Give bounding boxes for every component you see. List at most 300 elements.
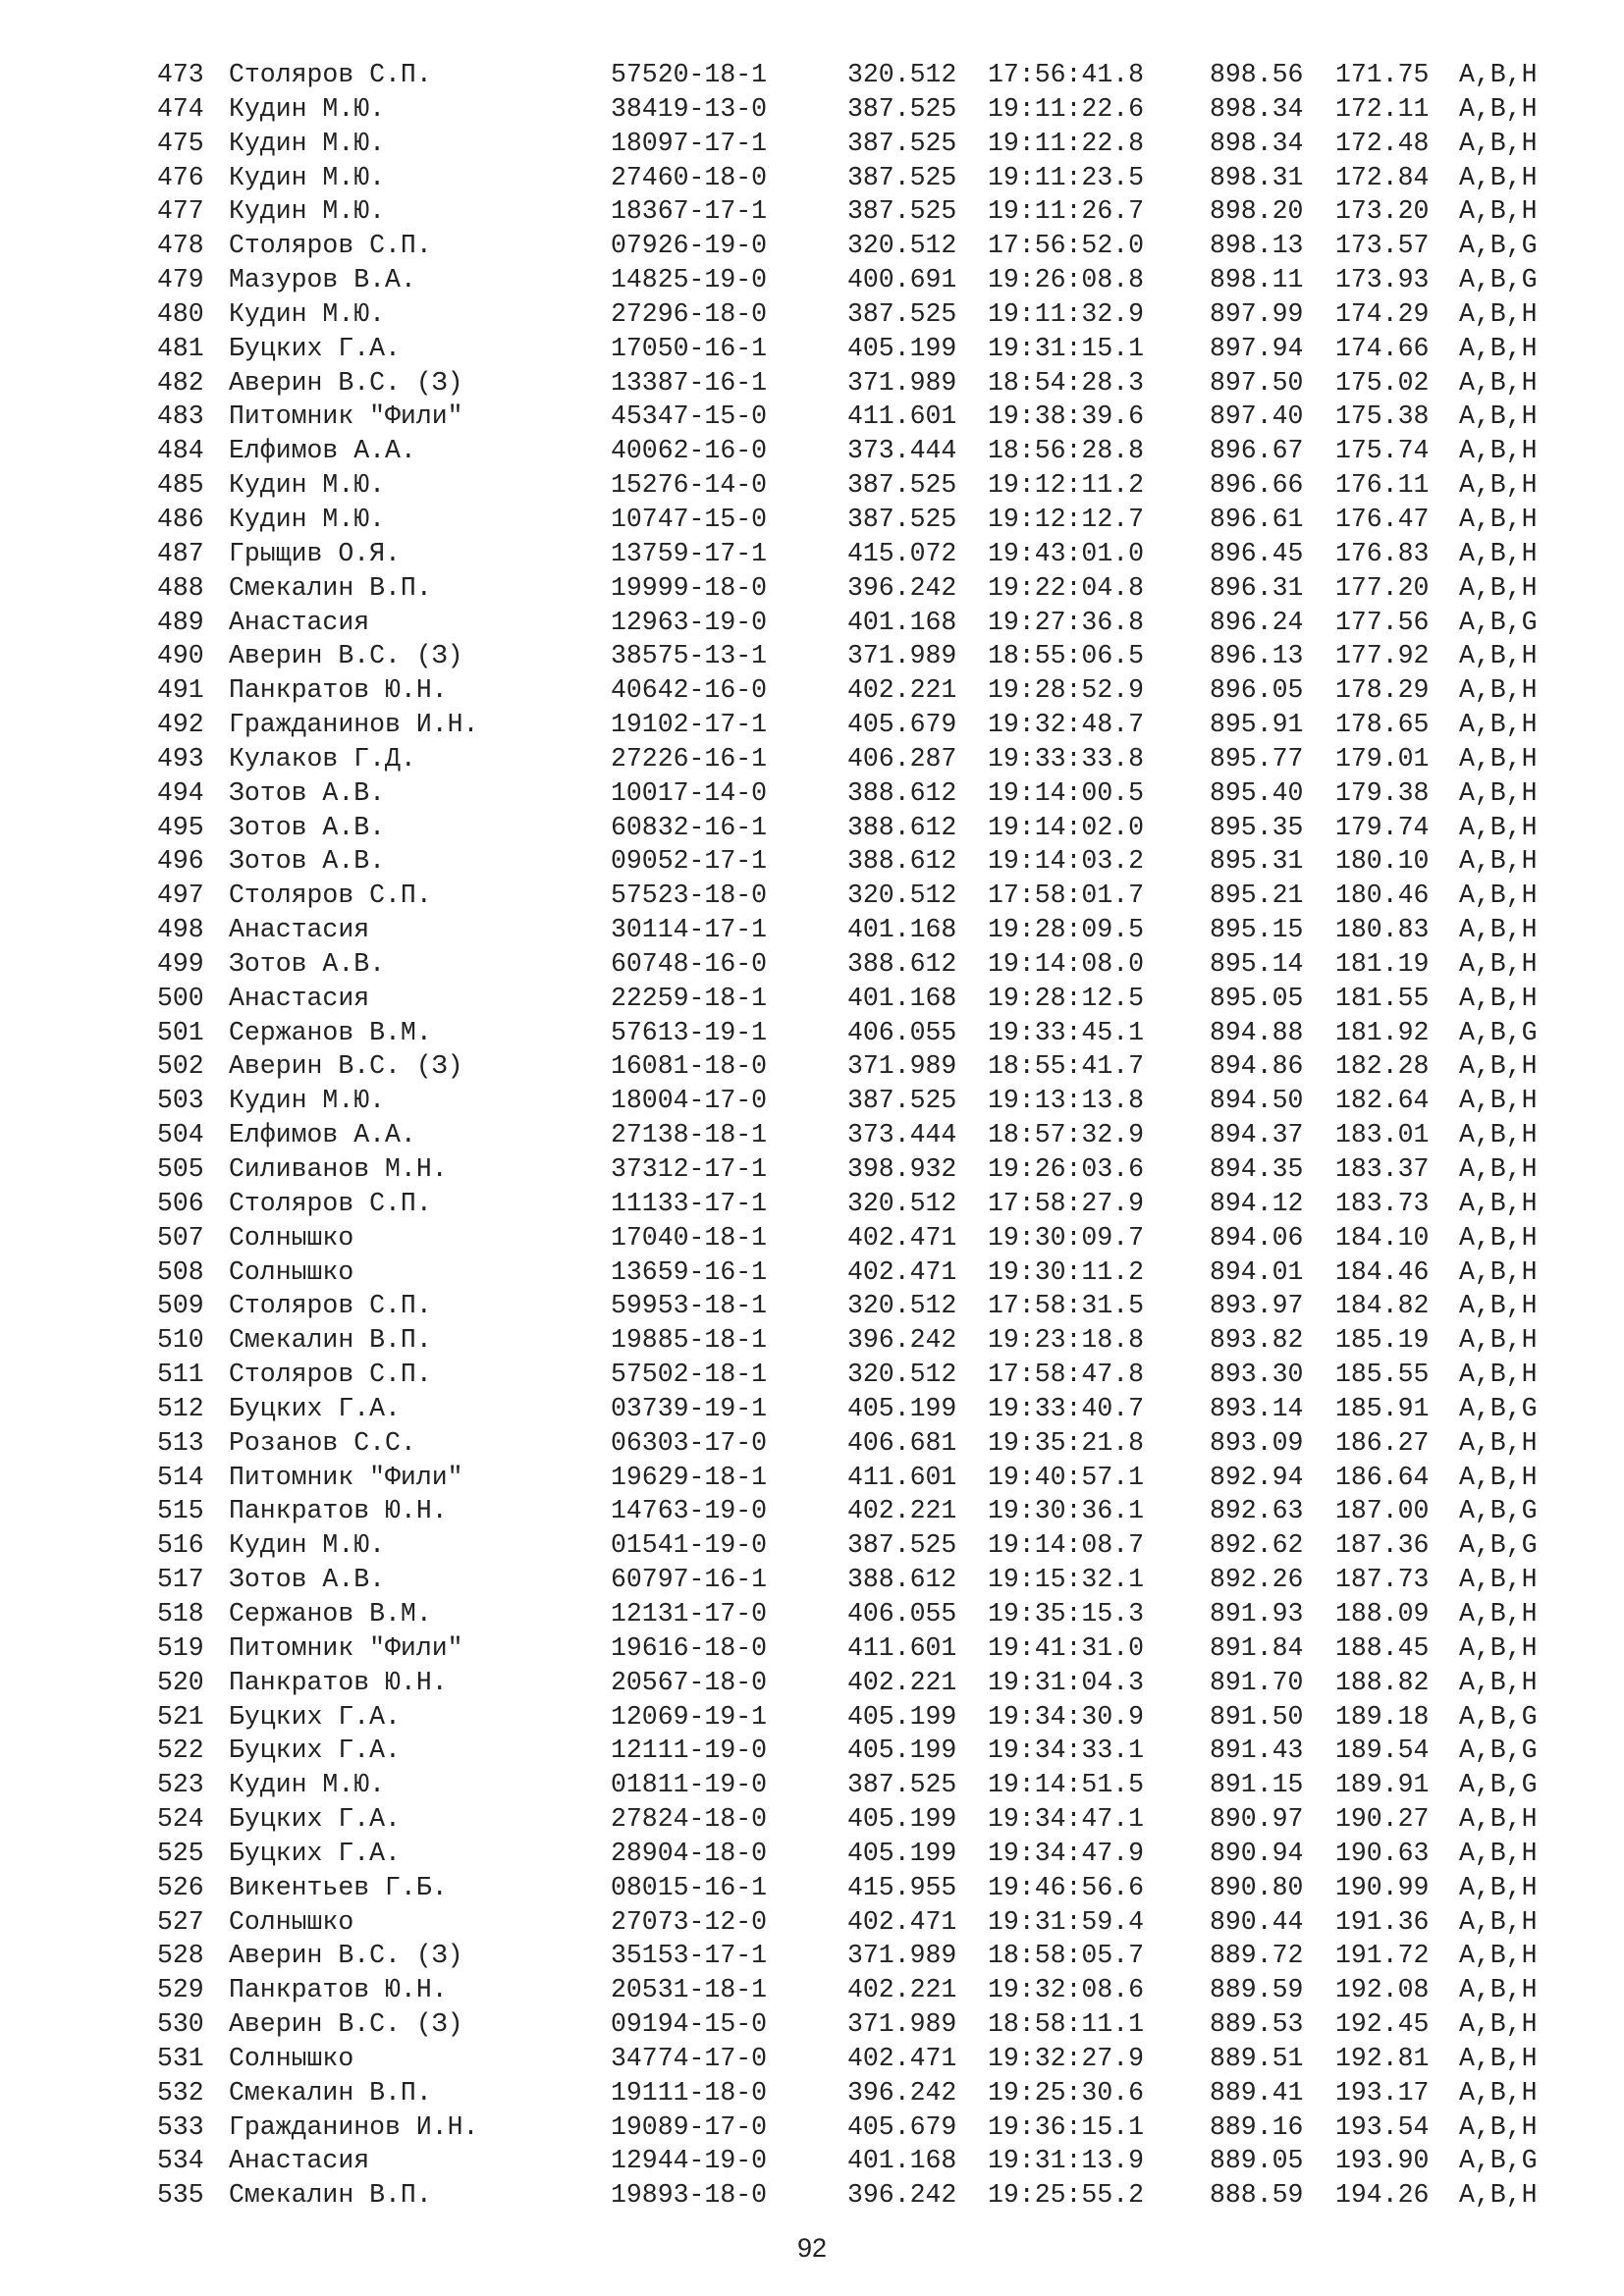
cell-name: Силиванов М.Н.: [229, 1154, 448, 1184]
cell-ring: 12944-19-0: [611, 2146, 768, 2176]
cell-dist: 415.072: [847, 538, 957, 568]
cell-speed: 894.06: [1210, 1222, 1304, 1253]
cell-speed: 894.86: [1210, 1051, 1304, 1082]
cell-num: 480: [157, 298, 204, 329]
cell-num: 493: [157, 743, 204, 774]
cell-num: 481: [157, 333, 204, 363]
cell-num: 532: [157, 2077, 204, 2108]
cell-time: 19:23:18.8: [988, 1325, 1145, 1356]
cell-speed: 894.01: [1210, 1256, 1304, 1287]
cell-coef: 193.54: [1335, 2111, 1430, 2142]
cell-name: Панкратов Ю.Н.: [229, 1975, 448, 2005]
cell-speed: 891.43: [1210, 1735, 1304, 1766]
cell-speed: 889.72: [1210, 1941, 1304, 1971]
cell-ring: 09194-15-0: [611, 2009, 768, 2040]
cell-ring: 13659-16-1: [611, 1256, 768, 1287]
cell-ring: 12131-17-0: [611, 1598, 768, 1629]
cell-dist: 401.168: [847, 915, 957, 945]
cell-dist: 371.989: [847, 641, 957, 671]
cell-speed: 898.34: [1210, 93, 1304, 124]
cell-ring: 19102-17-1: [611, 710, 768, 740]
cell-name: Аверин В.С. (З): [229, 1051, 463, 1082]
cell-speed: 895.05: [1210, 983, 1304, 1013]
cell-ring: 18004-17-0: [611, 1086, 768, 1116]
cell-flags: A,B,H: [1459, 196, 1538, 227]
cell-ring: 38575-13-1: [611, 641, 768, 671]
cell-name: Кудин М.Ю.: [229, 128, 386, 158]
cell-flags: A,B,H: [1459, 948, 1538, 979]
cell-ring: 17050-16-1: [611, 333, 768, 363]
cell-name: Кудин М.Ю.: [229, 1770, 386, 1800]
cell-name: Буцких Г.А.: [229, 1393, 401, 1423]
cell-coef: 182.64: [1335, 1086, 1430, 1116]
cell-speed: 891.15: [1210, 1770, 1304, 1800]
cell-num: 473: [157, 60, 204, 89]
cell-coef: 192.45: [1335, 2009, 1430, 2040]
cell-coef: 173.57: [1335, 231, 1430, 261]
cell-num: 522: [157, 1735, 204, 1766]
cell-ring: 27138-18-1: [611, 1120, 768, 1150]
cell-ring: 12963-19-0: [611, 607, 768, 637]
cell-flags: A,B,H: [1459, 401, 1538, 432]
cell-name: Столяров С.П.: [229, 1360, 432, 1390]
cell-speed: 891.50: [1210, 1701, 1304, 1732]
cell-ring: 19616-18-0: [611, 1632, 768, 1663]
cell-dist: 388.612: [847, 846, 957, 877]
cell-flags: A,B,H: [1459, 2009, 1538, 2040]
cell-speed: 889.05: [1210, 2146, 1304, 2176]
cell-coef: 172.84: [1335, 162, 1430, 192]
cell-speed: 895.35: [1210, 812, 1304, 842]
cell-ring: 09052-17-1: [611, 846, 768, 877]
cell-coef: 176.47: [1335, 504, 1430, 534]
cell-coef: 179.38: [1335, 777, 1430, 808]
cell-ring: 07926-19-0: [611, 231, 768, 261]
cell-ring: 40062-16-0: [611, 436, 768, 466]
cell-ring: 20531-18-1: [611, 1975, 768, 2005]
cell-name: Кудин М.Ю.: [229, 93, 386, 124]
cell-ring: 57523-18-0: [611, 881, 768, 911]
cell-speed: 891.70: [1210, 1667, 1304, 1697]
cell-ring: 37312-17-1: [611, 1154, 768, 1184]
cell-name: Питомник "Фили": [229, 401, 463, 432]
cell-flags: A,B,H: [1459, 881, 1538, 911]
cell-speed: 896.13: [1210, 641, 1304, 671]
cell-coef: 190.63: [1335, 1838, 1430, 1868]
cell-num: 510: [157, 1325, 204, 1356]
cell-flags: A,B,H: [1459, 777, 1538, 808]
cell-ring: 12111-19-0: [611, 1735, 768, 1766]
cell-flags: A,B,H: [1459, 572, 1538, 603]
cell-time: 19:12:12.7: [988, 504, 1145, 534]
cell-flags: A,B,G: [1459, 231, 1538, 261]
cell-dist: 405.199: [847, 1735, 957, 1766]
cell-num: 475: [157, 128, 204, 158]
cell-flags: A,B,H: [1459, 641, 1538, 671]
cell-speed: 892.62: [1210, 1530, 1304, 1561]
cell-time: 19:30:36.1: [988, 1496, 1145, 1526]
cell-time: 19:34:30.9: [988, 1701, 1145, 1732]
cell-time: 19:14:03.2: [988, 846, 1145, 877]
cell-flags: A,B,G: [1459, 1393, 1538, 1423]
cell-flags: A,B,H: [1459, 436, 1538, 466]
cell-name: Панкратов Ю.Н.: [229, 1667, 448, 1697]
cell-flags: A,B,H: [1459, 2043, 1538, 2073]
cell-num: 498: [157, 915, 204, 945]
cell-time: 19:31:59.4: [988, 1906, 1145, 1937]
cell-dist: 402.471: [847, 1222, 957, 1253]
cell-speed: 888.59: [1210, 2180, 1304, 2211]
cell-dist: 387.525: [847, 1770, 957, 1800]
cell-dist: 402.221: [847, 1667, 957, 1697]
cell-num: 504: [157, 1120, 204, 1150]
cell-flags: A,B,G: [1459, 1496, 1538, 1526]
cell-coef: 175.02: [1335, 367, 1430, 398]
cell-num: 484: [157, 436, 204, 466]
cell-coef: 189.54: [1335, 1735, 1430, 1766]
cell-dist: 373.444: [847, 436, 957, 466]
cell-name: Солнышко: [229, 2043, 354, 2073]
cell-speed: 889.53: [1210, 2009, 1304, 2040]
cell-num: 507: [157, 1222, 204, 1253]
cell-time: 18:54:28.3: [988, 367, 1145, 398]
cell-speed: 898.11: [1210, 265, 1304, 295]
cell-ring: 60832-16-1: [611, 812, 768, 842]
cell-coef: 176.11: [1335, 470, 1430, 501]
cell-dist: 406.055: [847, 1598, 957, 1629]
cell-coef: 182.28: [1335, 1051, 1430, 1082]
cell-speed: 891.93: [1210, 1598, 1304, 1629]
cell-flags: A,B,G: [1459, 1735, 1538, 1766]
cell-time: 19:11:32.9: [988, 298, 1145, 329]
cell-speed: 894.35: [1210, 1154, 1304, 1184]
cell-flags: A,B,G: [1459, 607, 1538, 637]
cell-num: 513: [157, 1427, 204, 1458]
cell-name: Анастасия: [229, 983, 370, 1013]
cell-speed: 898.13: [1210, 231, 1304, 261]
cell-dist: 387.525: [847, 298, 957, 329]
cell-name: Столяров С.П.: [229, 1291, 432, 1321]
cell-name: Буцких Г.А.: [229, 1804, 401, 1835]
cell-flags: A,B,H: [1459, 812, 1538, 842]
cell-num: 514: [157, 1462, 204, 1492]
cell-dist: 396.242: [847, 2077, 957, 2108]
cell-name: Зотов А.В.: [229, 777, 386, 808]
cell-flags: A,B,H: [1459, 1325, 1538, 1356]
cell-flags: A,B,G: [1459, 1530, 1538, 1561]
cell-coef: 183.73: [1335, 1188, 1430, 1218]
cell-flags: A,B,H: [1459, 2077, 1538, 2108]
cell-name: Смекалин В.П.: [229, 2180, 432, 2211]
cell-name: Сержанов В.М.: [229, 1598, 432, 1629]
cell-name: Питомник "Фили": [229, 1632, 463, 1663]
cell-time: 19:14:08.7: [988, 1530, 1145, 1561]
cell-coef: 180.10: [1335, 846, 1430, 877]
cell-speed: 894.88: [1210, 1017, 1304, 1047]
cell-flags: A,B,H: [1459, 1462, 1538, 1492]
cell-speed: 895.40: [1210, 777, 1304, 808]
cell-coef: 179.01: [1335, 743, 1430, 774]
cell-coef: 190.27: [1335, 1804, 1430, 1835]
cell-dist: 320.512: [847, 1188, 957, 1218]
cell-flags: A,B,H: [1459, 983, 1538, 1013]
cell-speed: 893.14: [1210, 1393, 1304, 1423]
cell-ring: 57502-18-1: [611, 1360, 768, 1390]
cell-num: 486: [157, 504, 204, 534]
cell-time: 19:30:09.7: [988, 1222, 1145, 1253]
cell-coef: 184.46: [1335, 1256, 1430, 1287]
cell-num: 502: [157, 1051, 204, 1082]
cell-name: Викентьев Г.Б.: [229, 1872, 448, 1902]
cell-dist: 387.525: [847, 196, 957, 227]
cell-num: 512: [157, 1393, 204, 1423]
cell-speed: 896.66: [1210, 470, 1304, 501]
cell-coef: 177.20: [1335, 572, 1430, 603]
cell-time: 19:25:55.2: [988, 2180, 1145, 2211]
cell-num: 533: [157, 2111, 204, 2142]
cell-ring: 17040-18-1: [611, 1222, 768, 1253]
cell-ring: 27226-16-1: [611, 743, 768, 774]
cell-num: 500: [157, 983, 204, 1013]
cell-name: Аверин В.С. (З): [229, 641, 463, 671]
cell-dist: 373.444: [847, 1120, 957, 1150]
cell-name: Аверин В.С. (З): [229, 1941, 463, 1971]
cell-num: 528: [157, 1941, 204, 1971]
cell-num: 527: [157, 1906, 204, 1937]
cell-coef: 191.36: [1335, 1906, 1430, 1937]
cell-ring: 19893-18-0: [611, 2180, 768, 2211]
cell-num: 492: [157, 710, 204, 740]
cell-time: 18:58:05.7: [988, 1941, 1145, 1971]
cell-ring: 13387-16-1: [611, 367, 768, 398]
cell-ring: 19629-18-1: [611, 1462, 768, 1492]
cell-dist: 402.471: [847, 1256, 957, 1287]
cell-speed: 895.77: [1210, 743, 1304, 774]
cell-coef: 174.66: [1335, 333, 1430, 363]
cell-num: 525: [157, 1838, 204, 1868]
cell-dist: 400.691: [847, 265, 957, 295]
cell-speed: 890.94: [1210, 1838, 1304, 1868]
cell-time: 17:56:52.0: [988, 231, 1145, 261]
cell-ring: 01811-19-0: [611, 1770, 768, 1800]
cell-num: 518: [157, 1598, 204, 1629]
cell-speed: 898.31: [1210, 162, 1304, 192]
cell-time: 19:46:56.6: [988, 1872, 1145, 1902]
cell-dist: 405.199: [847, 1701, 957, 1732]
cell-time: 19:35:21.8: [988, 1427, 1145, 1458]
cell-flags: A,B,G: [1459, 1017, 1538, 1047]
cell-num: 529: [157, 1975, 204, 2005]
cell-coef: 181.19: [1335, 948, 1430, 979]
cell-time: 19:32:08.6: [988, 1975, 1145, 2005]
cell-dist: 396.242: [847, 2180, 957, 2211]
cell-dist: 371.989: [847, 1941, 957, 1971]
cell-ring: 57613-19-1: [611, 1017, 768, 1047]
cell-time: 19:12:11.2: [988, 470, 1145, 501]
cell-flags: A,B,H: [1459, 93, 1538, 124]
cell-num: 509: [157, 1291, 204, 1321]
cell-ring: 34774-17-0: [611, 2043, 768, 2073]
cell-dist: 320.512: [847, 1360, 957, 1390]
cell-time: 19:22:04.8: [988, 572, 1145, 603]
cell-speed: 896.67: [1210, 436, 1304, 466]
cell-num: 535: [157, 2180, 204, 2211]
cell-dist: 387.525: [847, 504, 957, 534]
cell-ring: 18367-17-1: [611, 196, 768, 227]
cell-speed: 897.99: [1210, 298, 1304, 329]
cell-ring: 27460-18-0: [611, 162, 768, 192]
cell-speed: 889.59: [1210, 1975, 1304, 2005]
cell-num: 534: [157, 2146, 204, 2176]
cell-coef: 177.92: [1335, 641, 1430, 671]
cell-name: Кудин М.Ю.: [229, 196, 386, 227]
cell-speed: 894.37: [1210, 1120, 1304, 1150]
cell-ring: 11133-17-1: [611, 1188, 768, 1218]
cell-ring: 60797-16-1: [611, 1565, 768, 1595]
cell-num: 521: [157, 1701, 204, 1732]
cell-name: Кулаков Г.Д.: [229, 743, 416, 774]
cell-flags: A,B,H: [1459, 1906, 1538, 1937]
cell-coef: 188.82: [1335, 1667, 1430, 1697]
cell-dist: 371.989: [847, 367, 957, 398]
cell-name: Гражданинов И.Н.: [229, 2111, 479, 2142]
cell-ring: 27073-12-0: [611, 1906, 768, 1937]
cell-coef: 177.56: [1335, 607, 1430, 637]
cell-coef: 184.10: [1335, 1222, 1430, 1253]
cell-num: 491: [157, 675, 204, 706]
cell-num: 526: [157, 1872, 204, 1902]
cell-time: 19:14:00.5: [988, 777, 1145, 808]
cell-ring: 60748-16-0: [611, 948, 768, 979]
cell-num: 488: [157, 572, 204, 603]
cell-name: Анастасия: [229, 607, 370, 637]
cell-time: 19:31:15.1: [988, 333, 1145, 363]
cell-dist: 387.525: [847, 162, 957, 192]
cell-speed: 892.63: [1210, 1496, 1304, 1526]
cell-coef: 188.45: [1335, 1632, 1430, 1663]
cell-flags: A,B,H: [1459, 538, 1538, 568]
cell-flags: A,B,H: [1459, 1804, 1538, 1835]
cell-time: 19:11:26.7: [988, 196, 1145, 227]
cell-flags: A,B,G: [1459, 265, 1538, 295]
cell-num: 515: [157, 1496, 204, 1526]
cell-speed: 893.97: [1210, 1291, 1304, 1321]
cell-coef: 189.91: [1335, 1770, 1430, 1800]
cell-name: Сержанов В.М.: [229, 1017, 432, 1047]
cell-speed: 895.14: [1210, 948, 1304, 979]
cell-flags: A,B,G: [1459, 2146, 1538, 2176]
cell-ring: 19999-18-0: [611, 572, 768, 603]
cell-coef: 172.48: [1335, 128, 1430, 158]
cell-flags: A,B,H: [1459, 1427, 1538, 1458]
cell-dist: 401.168: [847, 983, 957, 1013]
cell-time: 19:33:45.1: [988, 1017, 1145, 1047]
cell-coef: 185.91: [1335, 1393, 1430, 1423]
cell-dist: 405.199: [847, 1393, 957, 1423]
cell-dist: 387.525: [847, 470, 957, 501]
cell-coef: 178.29: [1335, 675, 1430, 706]
cell-flags: A,B,H: [1459, 367, 1538, 398]
cell-coef: 193.17: [1335, 2077, 1430, 2108]
cell-ring: 16081-18-0: [611, 1051, 768, 1082]
cell-num: 503: [157, 1086, 204, 1116]
cell-dist: 402.221: [847, 675, 957, 706]
cell-name: Анастасия: [229, 915, 370, 945]
cell-name: Солнышко: [229, 1906, 354, 1937]
cell-time: 19:28:09.5: [988, 915, 1145, 945]
cell-num: 499: [157, 948, 204, 979]
cell-ring: 12069-19-1: [611, 1701, 768, 1732]
cell-coef: 180.46: [1335, 881, 1430, 911]
cell-ring: 59953-18-1: [611, 1291, 768, 1321]
cell-ring: 15276-14-0: [611, 470, 768, 501]
cell-name: Столяров С.П.: [229, 231, 432, 261]
cell-name: Зотов А.В.: [229, 948, 386, 979]
cell-ring: 01541-19-0: [611, 1530, 768, 1561]
cell-speed: 890.44: [1210, 1906, 1304, 1937]
cell-time: 19:34:47.9: [988, 1838, 1145, 1868]
cell-dist: 401.168: [847, 607, 957, 637]
cell-num: 487: [157, 538, 204, 568]
cell-coef: 176.83: [1335, 538, 1430, 568]
cell-coef: 187.36: [1335, 1530, 1430, 1561]
cell-coef: 192.81: [1335, 2043, 1430, 2073]
cell-time: 19:11:23.5: [988, 162, 1145, 192]
cell-flags: A,B,H: [1459, 298, 1538, 329]
cell-time: 19:11:22.8: [988, 128, 1145, 158]
cell-coef: 185.19: [1335, 1325, 1430, 1356]
cell-name: Кудин М.Ю.: [229, 504, 386, 534]
cell-flags: A,B,H: [1459, 333, 1538, 363]
cell-dist: 406.681: [847, 1427, 957, 1458]
cell-time: 19:27:36.8: [988, 607, 1145, 637]
cell-ring: 03739-19-1: [611, 1393, 768, 1423]
cell-name: Кудин М.Ю.: [229, 1530, 386, 1561]
cell-speed: 892.26: [1210, 1565, 1304, 1595]
cell-time: 19:15:32.1: [988, 1565, 1145, 1595]
cell-time: 19:34:33.1: [988, 1735, 1145, 1766]
cell-name: Буцких Г.А.: [229, 333, 401, 363]
cell-ring: 18097-17-1: [611, 128, 768, 158]
cell-speed: 895.15: [1210, 915, 1304, 945]
cell-num: 496: [157, 846, 204, 877]
cell-time: 19:32:48.7: [988, 710, 1145, 740]
cell-num: 485: [157, 470, 204, 501]
cell-speed: 896.31: [1210, 572, 1304, 603]
cell-ring: 40642-16-0: [611, 675, 768, 706]
cell-name: Столяров С.П.: [229, 60, 432, 89]
cell-ring: 19885-18-1: [611, 1325, 768, 1356]
cell-time: 19:38:39.6: [988, 401, 1145, 432]
cell-name: Елфимов А.А.: [229, 436, 416, 466]
cell-num: 501: [157, 1017, 204, 1047]
cell-speed: 897.94: [1210, 333, 1304, 363]
cell-time: 19:33:40.7: [988, 1393, 1145, 1423]
cell-speed: 897.50: [1210, 367, 1304, 398]
cell-ring: 10747-15-0: [611, 504, 768, 534]
cell-name: Буцких Г.А.: [229, 1838, 401, 1868]
cell-coef: 179.74: [1335, 812, 1430, 842]
cell-coef: 189.18: [1335, 1701, 1430, 1732]
cell-dist: 387.525: [847, 1086, 957, 1116]
cell-time: 17:58:01.7: [988, 881, 1145, 911]
cell-coef: 173.20: [1335, 196, 1430, 227]
cell-dist: 405.679: [847, 710, 957, 740]
cell-ring: 35153-17-1: [611, 1941, 768, 1971]
cell-time: 19:36:15.1: [988, 2111, 1145, 2142]
cell-dist: 388.612: [847, 1565, 957, 1595]
cell-dist: 396.242: [847, 1325, 957, 1356]
